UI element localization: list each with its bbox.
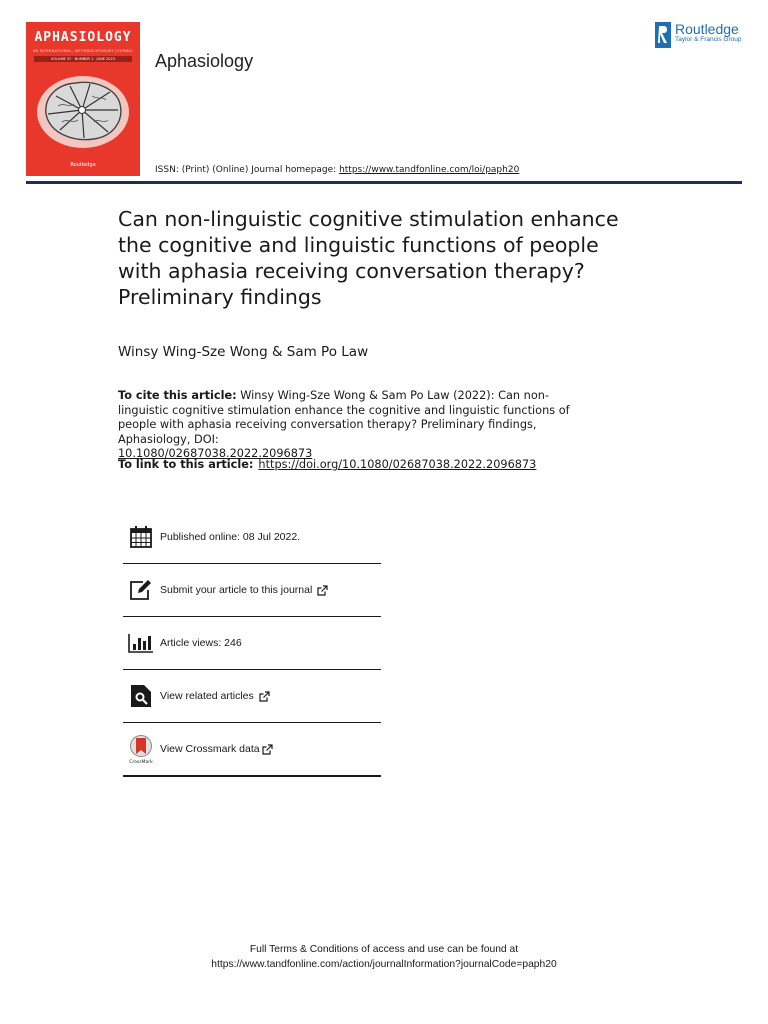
article-title: [118, 206, 658, 310]
issn-line: [155, 165, 519, 175]
footer-line-1: Full Terms & Conditions of access and use can be found at: [249, 944, 519, 955]
journal-name[interactable]: Aphasiology: [155, 51, 254, 71]
issn-text: ISSN: (Print) (Online) Journal homepage:: [155, 165, 340, 175]
routledge-r-icon: [654, 22, 672, 48]
article-link-line: [118, 458, 536, 471]
authors: Winsy Wing-Sze Wong & Sam Po Law: [118, 344, 369, 360]
calendar-icon: [127, 523, 155, 551]
submit-article-row[interactable]: [123, 564, 381, 617]
search-document-icon: [127, 682, 155, 710]
header-divider: [26, 181, 742, 184]
external-link-icon: [262, 744, 273, 755]
edit-icon: [127, 576, 155, 604]
published-online-row: [123, 511, 381, 564]
cover-publisher: Routledge: [70, 162, 96, 168]
related-articles-row[interactable]: [123, 670, 381, 723]
crossmark-icon: [127, 735, 155, 763]
crossmark-label[interactable]: View Crossmark data: [160, 743, 260, 755]
article-views-row: [123, 617, 381, 670]
crossmark-caption: CrossMark: [129, 760, 153, 764]
external-link-icon: [259, 691, 270, 702]
published-online-label: Published online: 08 Jul 2022.: [160, 531, 301, 543]
publisher-name: Routledge: [675, 21, 739, 37]
cover-brain-illustration: [34, 66, 132, 158]
cover-band-text: VOLUME 37 · NUMBER 1 · JUNE 2023: [51, 57, 115, 61]
article-views-label: Article views: 246: [160, 637, 242, 649]
crossmark-row[interactable]: [123, 723, 381, 777]
title-line: the cognitive and linguistic functions of people: [118, 233, 599, 257]
cover-band: [34, 56, 132, 62]
citation-block: [118, 389, 588, 462]
link-label: To link to this article:: [118, 458, 254, 471]
external-link-icon: [317, 585, 328, 596]
submit-article-label[interactable]: Submit your article to this journal: [160, 584, 313, 596]
title-line: Can non-linguistic cognitive stimulation enhance: [118, 207, 619, 231]
article-info-list: [123, 511, 381, 777]
cover-title: APHASIOLOGY: [34, 30, 132, 45]
cite-text: Winsy Wing-Sze Wong & Sam Po Law (2022): Can non-linguistic cognitive stimulation enhance the cognitive and linguistic functions of people with aphasia receiving conversation therapy? Preliminary findings, Aphasiology, DOI:: [118, 389, 570, 446]
terms-footer: [0, 942, 768, 972]
related-articles-label[interactable]: View related articles: [160, 690, 254, 702]
cover-tagline: AN INTERNATIONAL, INTERDISCIPLINARY JOURNAL: [32, 49, 134, 53]
journal-homepage-link[interactable]: https://www.tandfonline.com/loi/paph20: [339, 165, 520, 175]
article-doi-link[interactable]: https://doi.org/10.1080/02687038.2022.2096873: [258, 458, 537, 471]
footer-terms-link[interactable]: https://www.tandfonline.com/action/journalInformation?journalCode=paph20: [211, 959, 557, 970]
publisher-group: Taylor & Francis Group: [675, 36, 742, 43]
cite-label: To cite this article:: [118, 389, 237, 402]
bar-chart-icon: [127, 629, 155, 657]
title-line: with aphasia receiving conversation therapy?: [118, 259, 585, 283]
journal-cover-image: [26, 22, 140, 176]
title-line: Preliminary findings: [118, 285, 322, 309]
publisher-logo[interactable]: [654, 22, 741, 48]
cite-doi-link[interactable]: 10.1080/02687038.2022.2096873: [118, 447, 313, 461]
